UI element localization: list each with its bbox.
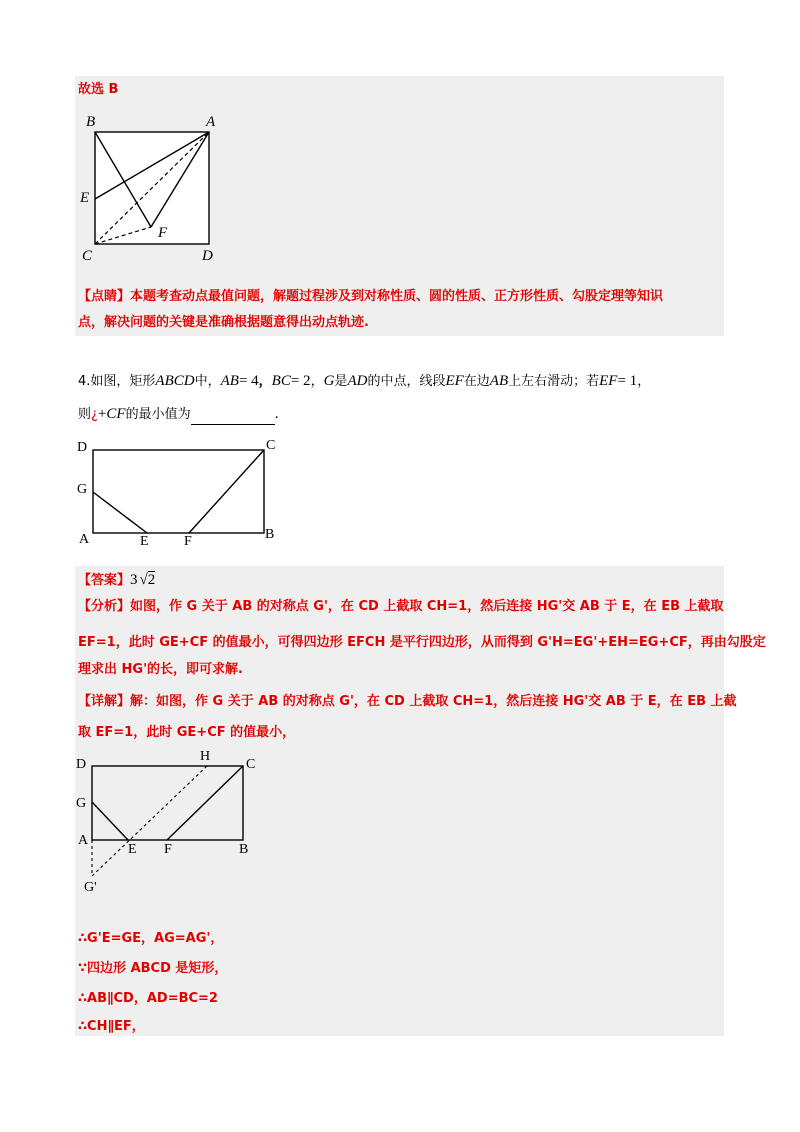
- s-label-e: E: [128, 842, 137, 857]
- s-label-b: B: [239, 842, 249, 857]
- q-label-g: G: [77, 482, 88, 497]
- q-label-a: A: [79, 532, 90, 547]
- rectangle-figure: [72, 436, 292, 554]
- q-label-e: E: [140, 534, 149, 549]
- solution-figure: [72, 748, 272, 903]
- detail-line-2: 取 EF=1，此时 GE+CF 的值最小，: [78, 725, 296, 740]
- s-label-h: H: [200, 749, 211, 764]
- step-4: ∴CH∥EF，: [78, 1019, 145, 1034]
- point-label-a: A: [206, 114, 216, 130]
- point-label-c: C: [82, 248, 93, 264]
- rectangle-diagram: [72, 436, 292, 554]
- s-label-g: G: [76, 796, 87, 811]
- analysis-line-3: 理求出 HG'的长，即可求解.: [78, 662, 243, 677]
- q-label-b: B: [265, 527, 275, 542]
- point-label-d: D: [202, 248, 213, 264]
- comment-line-1: 【点睛】本题考查动点最值问题，解题过程涉及到对称性质、圆的性质、正方形性质、勾股定理等知识: [78, 289, 664, 304]
- answer-value: 3 √2: [130, 572, 156, 588]
- s-label-d: D: [76, 757, 87, 772]
- s-label-c: C: [246, 757, 256, 772]
- q-label-c: C: [266, 438, 276, 453]
- question-line-1: 4.如图，矩形ABCD中，AB= 4，BC= 2，G是AD的中点，线段EF在边AB上左右滑动；若EF= 1，: [78, 373, 651, 389]
- analysis-line-2: EF=1，此时 GE+CF 的值最小，可得四边形 EFCH 是平行四边形，从而得到 G'H=EG'+EH=EG+CF，再由勾股定: [78, 635, 766, 650]
- square-diagram: [78, 110, 228, 270]
- s-label-g-prime: G': [84, 880, 97, 895]
- answer-line: 【答案】3 √2: [78, 572, 156, 588]
- analysis-line-1: 【分析】如图，作 G 关于 AB 的对称点 G'，在 CD 上截取 CH=1，然后连接 HG'交 AB 于 E，在 EB 上截取: [78, 599, 724, 614]
- square-figure: [78, 110, 228, 270]
- step-1: ∴G'E=GE，AG=AG'，: [78, 931, 224, 946]
- comment-line-2: 点，解决问题的关键是准确根据题意得出动点轨迹.: [78, 315, 369, 330]
- solution-diagram: [72, 748, 272, 903]
- answer-blank[interactable]: [191, 410, 275, 425]
- q-label-d: D: [77, 440, 88, 455]
- point-label-b: B: [86, 114, 96, 130]
- q-label-f: F: [184, 534, 192, 549]
- step-2: ∵四边形 ABCD 是矩形，: [78, 961, 228, 976]
- step-3: ∴AB∥CD，AD=BC=2: [78, 991, 218, 1006]
- question-line-2: 则¿+CF的最小值为 .: [78, 404, 279, 425]
- point-label-e: E: [80, 190, 90, 206]
- point-label-f: F: [158, 225, 168, 241]
- s-label-a: A: [78, 833, 89, 848]
- detail-line-1: 【详解】解：如图，作 G 关于 AB 的对称点 G'，在 CD 上截取 CH=1，然后连接 HG'交 AB 于 E，在 EB 上截: [78, 694, 737, 709]
- s-label-f: F: [164, 842, 172, 857]
- conclusion-text: 故选 B: [78, 82, 119, 97]
